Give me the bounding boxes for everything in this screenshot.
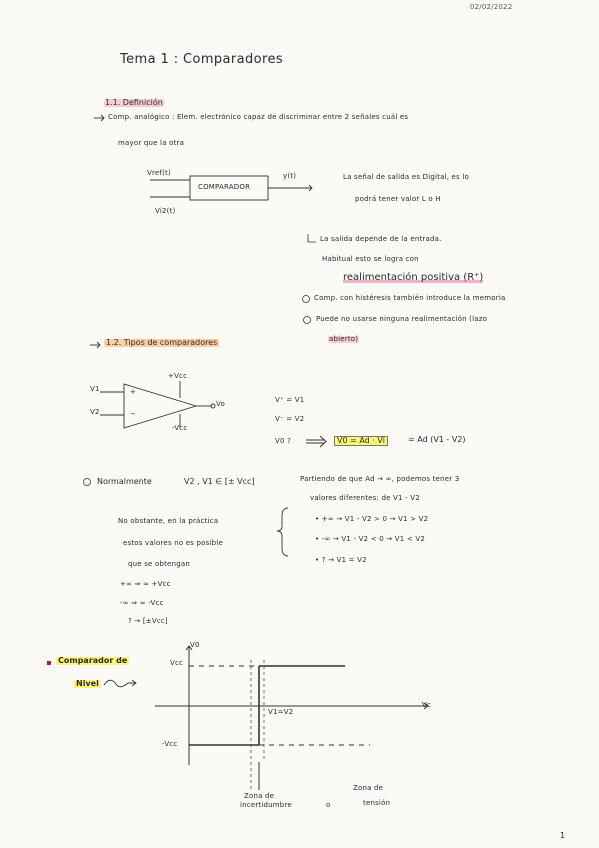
graph-v1-eq-v2: V1=V2	[268, 708, 294, 716]
eq-vplus: V⁺ = V1	[275, 396, 305, 404]
note-open-loop-2: abierto)	[329, 335, 359, 343]
section-1-heading: 1.1. Definición	[105, 98, 163, 107]
arrow-small-icon	[308, 234, 316, 242]
zone-tension-1: Zona de	[353, 784, 384, 792]
graph-plus-vcc: Vcc	[170, 659, 184, 667]
arrow-bullet-icon	[90, 342, 100, 348]
graph-x-axis-label: Vc	[422, 701, 432, 709]
case-minus-infinity: • -∞ → V1 - V2 < 0 → V1 < V2	[315, 535, 425, 543]
page-number: 1	[560, 831, 566, 840]
bullet-circle-icon	[304, 317, 311, 324]
eq-vo-expanded: = Ad (V1 - V2)	[408, 435, 466, 444]
note-habitual: Habitual esto se logra con	[322, 255, 419, 263]
note-digital-2: podrá tener valor L o H	[355, 195, 441, 203]
however-line-1: No obstante, en la práctica	[118, 517, 219, 525]
opamp-minus-sign: −	[130, 410, 137, 418]
opamp-minus-vcc: -Vcc	[172, 424, 188, 432]
comparator-block-diagram	[150, 176, 312, 200]
practical-minus: -∞ ⇒ ≈ -Vcc	[120, 599, 164, 607]
zone-uncertainty-2: incertidumbre	[240, 801, 292, 809]
graph-minus-vcc: -Vcc	[162, 740, 178, 748]
eq-vo-boxed: V0 = Ad · Vi	[334, 436, 388, 446]
bullet-circle-icon	[303, 296, 310, 303]
case-plus-infinity: • +∞ → V1 - V2 > 0 → V1 > V2	[315, 515, 429, 523]
curly-brace-icon	[277, 508, 288, 556]
implies-arrow-icon	[306, 436, 326, 447]
however-line-3: que se obtengan	[128, 560, 190, 568]
transfer-characteristic-graph	[155, 646, 428, 790]
page-title: Tema 1 : Comparadores	[120, 52, 284, 67]
note-positive-feedback: realimentación positiva (R⁺)	[343, 272, 484, 283]
output-y-label: y(t)	[283, 172, 297, 180]
normally-expression: V2 , V1 ∈ [± Vcc]	[184, 477, 255, 486]
bullet-square-icon	[47, 661, 51, 665]
eq-vo-question: V0 ?	[275, 437, 291, 445]
note-hysteresis: Comp. con histéresis también introduce la memoria	[314, 294, 506, 302]
level-comparator-label-1: Comparador de	[58, 656, 128, 665]
bullet-circle-icon	[84, 479, 91, 486]
zone-or: o	[326, 801, 331, 809]
date: 02/02/2022	[470, 3, 513, 11]
note-depends: La salida depende de la entrada.	[320, 235, 442, 243]
starting-line-1: Partiendo de que Ad → ∞, podemos tener 3	[300, 475, 460, 483]
opamp-vo: Vo	[216, 400, 225, 408]
zone-uncertainty-1: Zona de	[244, 792, 275, 800]
opamp-v2: V2	[90, 408, 100, 416]
eq-vminus: V⁻ = V2	[275, 415, 305, 423]
section-2-heading: 1.2. Tipos de comparadores	[106, 338, 218, 347]
definition-line-1: Comp. analógico : Elem. electrónico capaz de discriminar entre 2 señales cuál es	[108, 113, 409, 121]
case-undefined: • ? → V1 = V2	[315, 556, 367, 564]
opamp-plus-vcc: +Vcc	[168, 372, 188, 380]
practical-undefined: ? → [±Vcc]	[128, 617, 168, 625]
opamp-symbol	[100, 381, 215, 428]
input-vref-label: Vref(t)	[147, 169, 171, 177]
level-comparator-label-2: Nivel	[76, 679, 99, 688]
opamp-plus-sign: +	[130, 388, 137, 396]
starting-line-2: valores diferentes: de V1 - V2	[310, 494, 420, 502]
arrow-bullet-icon	[94, 115, 104, 121]
definition-line-2: mayor que la otra	[118, 139, 185, 147]
input-vi2-label: Vi2(t)	[155, 207, 176, 215]
opamp-v1: V1	[90, 385, 100, 393]
comparator-block-label: COMPARADOR	[198, 183, 251, 191]
graph-y-axis-label: V0	[190, 641, 200, 649]
note-digital-1: La señal de salida es Digital, es lo	[343, 173, 469, 181]
zone-tension-2: tensión	[363, 799, 391, 807]
normally-label: Normalmente	[97, 477, 152, 486]
curly-arrow-icon	[104, 680, 136, 687]
note-open-loop-1: Puede no usarse ninguna realimentación (lazo	[316, 315, 488, 323]
practical-plus: +∞ ⇒ ≈ +Vcc	[120, 580, 171, 588]
however-line-2: estos valores no es posible	[123, 539, 223, 547]
